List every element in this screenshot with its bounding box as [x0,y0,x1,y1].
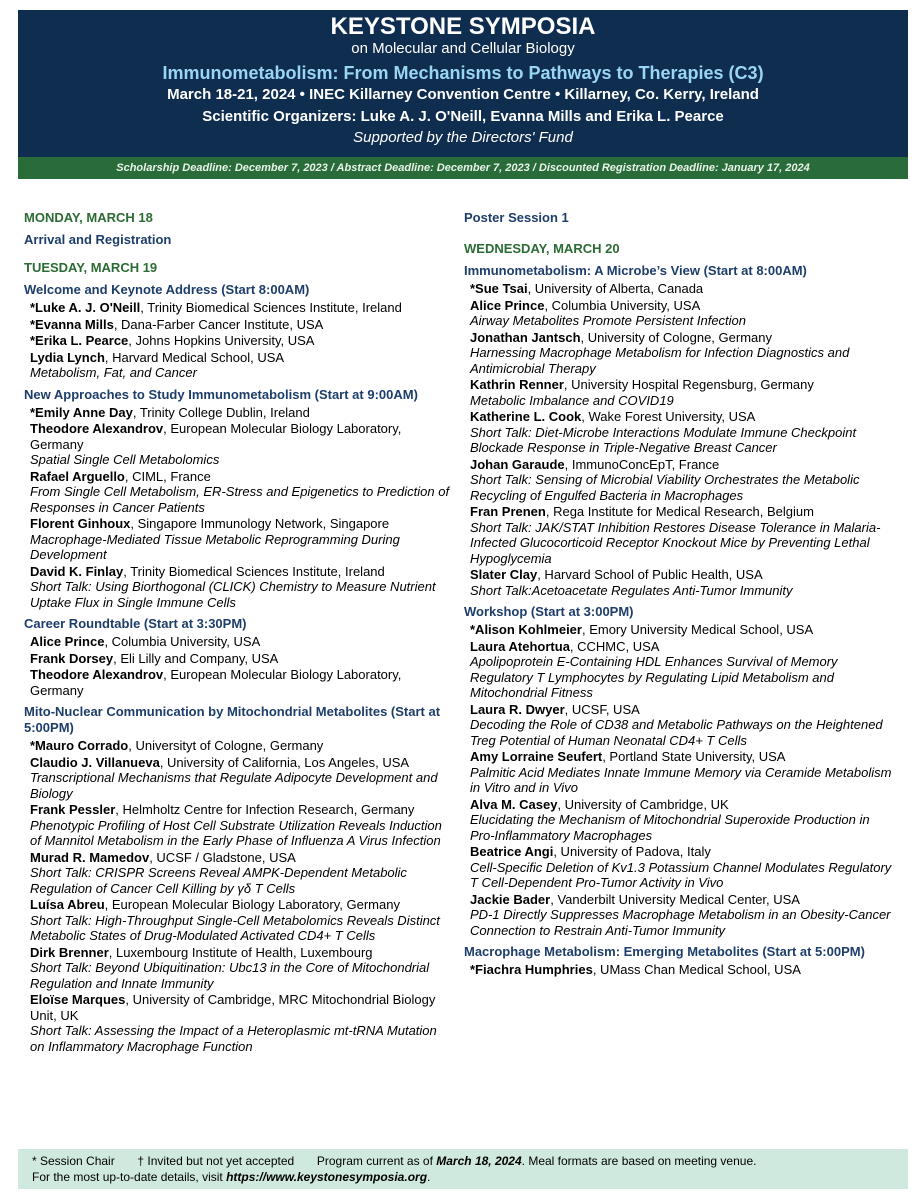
speaker-name: Kathrin Renner [470,377,564,392]
talk-title: Short Talk: Diet-Microbe Interactions Modulate Immune Checkpoint Blockade Response in Triple-Negative Breast Cancer [470,424,857,455]
speaker-entry [464,797,894,844]
session-block [464,604,894,938]
speaker-affiliation: , University Hospital Regensburg, Germany [563,377,814,392]
day-heading-wednesday: WEDNESDAY, MARCH 20 [464,241,620,256]
talk-title: Short Talk: Sensing of Microbial Viability Orchestrates the Metabolic Recycling of Engulfed Bacteria in Macrophages [470,472,860,503]
speaker-entry [464,281,894,297]
speaker-name: Alice Prince [30,634,105,649]
page-title: KEYSTONE SYMPOSIA [330,13,596,40]
speaker-affiliation: , Helmholtz Centre for Infection Research, Germany [115,802,415,817]
speaker-name: Alice Prince [470,297,545,313]
talk-title: Airway Metabolites Promote Persistent Infection [470,313,747,328]
arrival-heading: Arrival and Registration [24,232,172,247]
speaker-name: *Emily Anne Day [30,404,133,420]
dates-venue: March 18-21, 2024 • INEC Killarney Convention Centre • Killarney, Co. Kerry, Ireland [167,86,759,103]
speaker-entry [24,802,454,849]
speaker-affiliation: , Harvard Medical School, USA [104,349,285,365]
speaker-affiliation: , European Molecular Biology Laboratory, Germany [104,897,400,912]
speaker-entry [24,738,454,754]
speaker-affiliation: , Trinity Biomedical Sciences Institute, Ireland [140,300,402,315]
session-block [464,263,894,598]
speaker-name: Jonathan Jantsch [470,329,581,345]
support-line: Supported by the Directors' Fund [353,129,573,146]
speaker-name: Rafael Arguello [30,468,125,484]
speaker-affiliation: , Universityt of Cologne, Germany [128,738,324,753]
speaker-affiliation: , Wake Forest University, USA [581,409,756,424]
session-title: New Approaches to Study Immunometabolism (Start at 9:00AM) [24,386,418,402]
session-title: Macrophage Metabolism: Emerging Metabolites (Start at 5:00PM) [464,944,865,959]
speaker-name: *Luke A. J. O'Neill [30,300,141,315]
speaker-affiliation: , University of Cambridge, UK [557,796,729,812]
speaker-name: Eloïse Marques [30,992,126,1007]
speaker-name: Amy Lorraine Seufert [470,749,603,764]
speaker-name: Johan Garaude [470,456,565,472]
speaker-name: Laura R. Dwyer [470,701,565,717]
speaker-affiliation: , CIML, France [124,468,211,484]
speaker-affiliation: , Vanderbilt University Medical Center, USA [550,891,800,907]
details-prefix: For the most up-to-date details, visit [32,1170,227,1184]
session-title: Career Roundtable (Start at 3:30PM) [24,616,247,631]
speaker-entry [464,330,894,377]
right-column [464,200,894,979]
speaker-affiliation: , Luxembourg Institute of Health, Luxembourg [108,944,373,960]
talk-title: Macrophage-Mediated Tissue Metabolic Reprogramming During Development [30,531,400,562]
speaker-affiliation: , European Molecular Biology Laboratory, Germany [30,667,402,698]
program-prefix: Program current as of [316,1154,437,1168]
speaker-entry [24,516,454,563]
speaker-entry [24,564,454,611]
speaker-affiliation: , ImmunoConcEpT, France [564,456,720,472]
program-suffix: . Meal formats are based on meeting venue. [521,1154,757,1168]
speaker-affiliation: , Eli Lilly and Company, USA [113,650,279,666]
speaker-entry [464,892,894,939]
talk-title: Short Talk: CRISPR Screens Reveal AMPK-Dependent Metabolic Regulation of Cancer Cell Killing by γδ T Cells [30,865,407,896]
speaker-entry [464,962,894,978]
session-block [24,282,454,381]
speaker-name: Laura Atehortua [470,638,570,654]
speaker-entry [24,945,454,992]
session-block [464,944,894,978]
speaker-affiliation: , UCSF, USA [564,701,640,717]
speaker-affiliation: , Columbia University, USA [544,297,701,313]
speaker-name: Dirk Brenner [30,944,109,960]
talk-title: Metabolism, Fat, and Cancer [30,365,197,380]
speaker-name: *Evanna Mills [30,316,114,332]
speaker-entry [464,409,894,456]
speaker-entry [464,457,894,504]
speaker-affiliation: , University of California, Los Angeles, USA [159,754,410,770]
session-title: Workshop (Start at 3:00PM) [464,604,634,619]
speaker-name: Beatrice Angi [470,844,554,859]
header-banner [18,10,908,179]
speaker-affiliation: , Dana-Farber Cancer Institute, USA [113,316,324,332]
session-block [24,704,454,1054]
speaker-name: Slater Clay [470,567,538,582]
speaker-name: *Alison Kohlmeier [470,622,582,637]
speaker-entry [24,667,454,698]
page-subtitle: on Molecular and Cellular Biology [351,40,575,57]
speaker-entry [24,421,454,468]
speaker-name: Frank Dorsey [30,650,114,666]
talk-title: Phenotypic Profiling of Host Cell Substrate Utilization Reveals Induction of Mannitol Metabolism in the Early Phase of Influenza A Virus Infection [30,817,442,848]
speaker-affiliation: , UCSF / Gladstone, USA [149,849,296,865]
talk-title: Harnessing Macrophage Metabolism for Infection Diagnostics and Antimicrobial Therapy [470,345,850,376]
session-block [24,387,454,611]
speaker-name: Luísa Abreu [30,897,105,912]
speaker-entry [24,850,454,897]
speaker-entry [24,755,454,802]
talk-title: Short Talk: Beyond Ubiquitination: Ubc13 in the Core of Mitochondrial Regulation and Innate Immunity [30,960,430,991]
session-title: Mito-Nuclear Communication by Mitochondrial Metabolites (Start at 5:00PM) [24,704,441,735]
session-chair-note: * Session Chair [32,1154,115,1168]
speaker-entry [464,504,894,566]
speaker-affiliation: , Emory University Medical School, USA [581,622,814,637]
speaker-name: Jackie Bader [470,891,551,907]
talk-title: Spatial Single Cell Metabolomics [30,452,220,467]
speaker-affiliation: , University of Cologne, Germany [580,329,772,345]
speaker-affiliation: , Columbia University, USA [104,634,261,649]
session-block [24,616,454,698]
speaker-name: Fran Prenen [470,504,546,519]
talk-title: Short Talk: Assessing the Impact of a Heteroplasmic mt-tRNA Mutation on Inflammatory Macrophage Function [30,1023,437,1054]
speaker-affiliation: , European Molecular Biology Laboratory, Germany [30,421,402,452]
footer-notes [18,1149,908,1189]
right-sessions [464,263,894,978]
speaker-entry [24,634,454,650]
talk-title: Short Talk: JAK/STAT Inhibition Restores Disease Tolerance in Malaria-Infected Glucocorticoid Receptor Knockout Mice by Preventing Lethal Hypoglycemia [470,519,881,566]
session-title: Immunometabolism: A Microbe’s View (Start at 8:00AM) [464,263,807,278]
speaker-entry [464,622,894,638]
speaker-name: Theodore Alexandrov [30,421,164,436]
speaker-affiliation: , Harvard School of Public Health, USA [537,567,763,582]
speaker-affiliation: , Johns Hopkins University, USA [128,333,315,348]
speaker-entry [24,300,454,316]
speaker-entry [464,298,894,329]
speaker-entry [464,567,894,598]
speaker-affiliation: , University of Alberta, Canada [527,281,704,296]
speaker-entry [464,639,894,701]
talk-title: Short Talk: Using Biorthogonal (CLICK) Chemistry to Measure Nutrient Uptake Flux in Single Immune Cells [30,579,436,610]
talk-title: Palmitic Acid Mediates Innate Immune Memory via Ceramide Metabolism in Vitro and in Vivo [470,764,892,795]
footer-line-1 [32,1153,900,1169]
speaker-entry [464,377,894,408]
speaker-name: *Erika L. Pearce [30,333,129,348]
speaker-entry [24,897,454,944]
speaker-name: Katherine L. Cook [470,409,582,424]
speaker-affiliation: , Trinity College Dublin, Ireland [132,404,310,420]
talk-title: Cell-Specific Deletion of Kv1.3 Potassium Channel Modulates Regulatory T Cell-Dependent Pro-Tumor Activity in Vivo [470,859,892,890]
talk-title: Metabolic Imbalance and COVID19 [470,392,674,408]
talk-title: From Single Cell Metabolism, ER-Stress and Epigenetics to Prediction of Responses in Cancer Patients [30,484,450,515]
speaker-affiliation: , University of Cambridge, MRC Mitochondrial Biology Unit, UK [30,992,436,1023]
day-heading-tuesday: TUESDAY, MARCH 19 [24,260,158,275]
speaker-name: *Fiachra Humphries [470,962,593,977]
speaker-entry [24,350,454,381]
speaker-name: Lydia Lynch [30,349,105,365]
speaker-entry [24,469,454,516]
speaker-entry [24,651,454,667]
talk-title: Short Talk:Acetoacetate Regulates Anti-Tumor Immunity [470,582,793,598]
website-link[interactable]: https://www.keystonesymposia.org [226,1170,428,1184]
speaker-entry [24,317,454,333]
talk-title: Transcriptional Mechanisms that Regulate Adipocyte Development and Biology [30,770,438,801]
left-sessions [24,282,454,1054]
speaker-entry [464,844,894,891]
footer-line-2 [32,1169,900,1185]
session-title: Welcome and Keynote Address (Start 8:00AM) [24,282,310,297]
speaker-name: David K. Finlay [30,563,124,579]
day-heading-monday: MONDAY, MARCH 18 [24,210,153,225]
speaker-entry [24,333,454,349]
poster-session-heading: Poster Session 1 [464,210,569,225]
talk-title: Short Talk: High-Throughput Single-Cell Metabolomics Reveals Distinct Metabolic States of Drug-Modulated Activated CD4+ T Cells [30,912,440,943]
organizers: Scientific Organizers: Luke A. J. O'Neill, Evanna Mills and Erika L. Pearce [202,108,724,125]
speaker-name: Claudio J. Villanueva [30,754,160,770]
speaker-affiliation: , Trinity Biomedical Sciences Institute, Ireland [123,563,385,579]
speaker-affiliation: , Singapore Immunology Network, Singapore [130,516,390,531]
details-suffix: . [427,1170,431,1184]
speaker-entry [464,702,894,749]
talk-title: Decoding the Role of CD38 and Metabolic Pathways on the Heightened Treg Potential of Human Neonatal CD4+ T Cells [470,717,883,748]
conference-title: Immunometabolism: From Mechanisms to Pathways to Therapies (C3) [162,63,764,83]
deadlines-bar: Scholarship Deadline: December 7, 2023 / Abstract Deadline: December 7, 2023 / Discounted Registration Deadline: January 17, 2024 [18,157,908,179]
speaker-name: *Mauro Corrado [30,738,129,753]
speaker-name: Frank Pessler [30,802,116,817]
speaker-affiliation: , Rega Institute for Medical Research, Belgium [545,504,814,519]
left-column [24,200,454,1055]
speaker-name: Theodore Alexandrov [30,667,164,682]
speaker-name: Alva M. Casey [470,796,558,812]
speaker-affiliation: , CCHMC, USA [569,638,660,654]
speaker-entry [24,992,454,1054]
speaker-name: Florent Ginhoux [30,516,131,531]
speaker-name: Murad R. Mamedov [30,849,150,865]
talk-title: Apolipoprotein E-Containing HDL Enhances Survival of Memory Regulatory T Lymphocytes by Regulating Lipid Metabolism and Mitochondrial Fitness [470,654,838,700]
speaker-affiliation: , UMass Chan Medical School, USA [592,962,801,977]
invited-note: † Invited but not yet accepted [137,1154,295,1168]
speaker-name: *Sue Tsai [470,281,528,296]
program-date: March 18, 2024 [436,1154,522,1168]
speaker-affiliation: , Portland State University, USA [602,749,786,764]
speaker-entry [24,405,454,421]
speaker-affiliation: , University of Padova, Italy [553,844,711,859]
talk-title: PD-1 Directly Suppresses Macrophage Metabolism in an Obesity-Cancer Connection to Restrain Anti-Tumor Immunity [470,907,891,938]
talk-title: Elucidating the Mechanism of Mitochondrial Superoxide Production in Pro-Inflammatory Macrophages [470,812,870,843]
speaker-entry [464,749,894,796]
